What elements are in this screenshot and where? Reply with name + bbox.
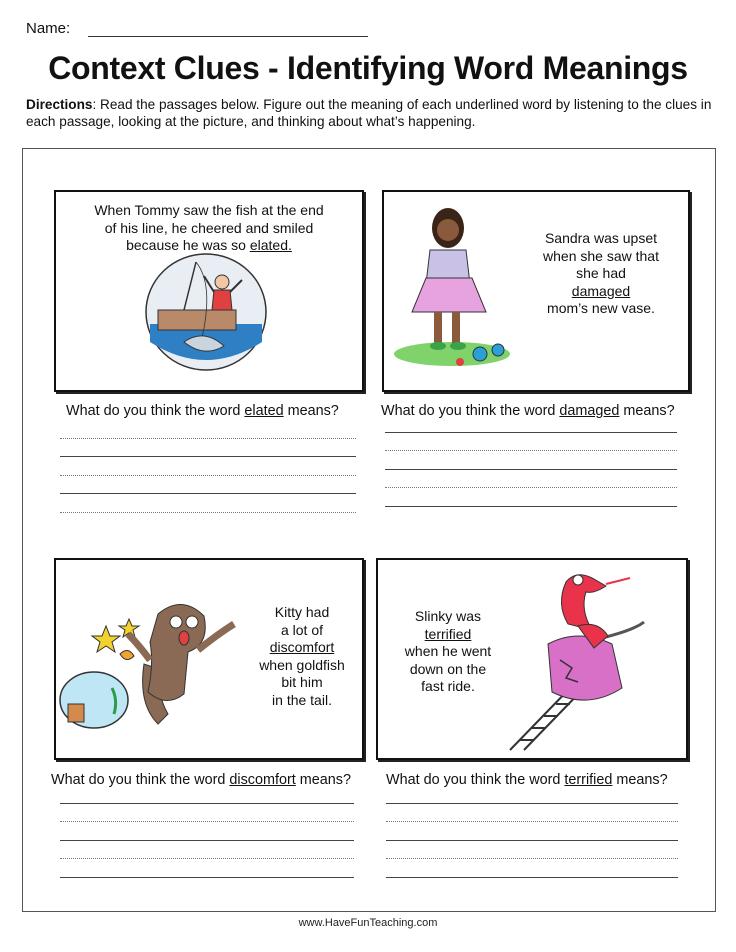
- directions-text: : Read the passages below. Figure out the meaning of each underlined word by listening to the clues in each passage, looking at the picture, and thinking about what’s happening.: [26, 97, 712, 129]
- passage-panel-damaged: [382, 190, 690, 392]
- sandra-illustration: [390, 198, 520, 378]
- answer-lines-elated[interactable]: [60, 420, 356, 513]
- underlined-word: damaged: [571, 282, 631, 299]
- name-field[interactable]: [88, 36, 368, 37]
- answer-lines-discomfort[interactable]: [60, 785, 354, 878]
- passage-line: she had: [576, 265, 626, 281]
- passage-line: in the tail.: [272, 691, 332, 708]
- passage-line: mom’s new vase.: [547, 300, 655, 316]
- question-damaged: What do you think the word damaged means?: [381, 403, 675, 419]
- underlined-word: discomfort: [269, 639, 335, 655]
- passage-text-terrified: [388, 608, 508, 696]
- question-elated: What do you think the word elated means?: [66, 403, 339, 419]
- passage-line: because he was so: [126, 237, 250, 253]
- passage-line: fast ride.: [421, 678, 475, 694]
- fishing-boy-illustration: [144, 254, 274, 374]
- passage-line: a lot of: [280, 621, 324, 638]
- dragon-ride-illustration: [508, 564, 668, 754]
- passage-line: when he went: [404, 643, 492, 659]
- passage-text-discomfort: [242, 604, 362, 709]
- passage-line: when she saw that: [543, 247, 659, 264]
- passage-text-damaged: [516, 230, 686, 318]
- page-title: Context Clues - Identifying Word Meanings: [48, 50, 688, 86]
- question-terrified: What do you think the word terrified means?: [386, 772, 668, 788]
- passage-panel-discomfort: [54, 558, 364, 760]
- footer-website: www.HaveFunTeaching.com: [298, 917, 438, 929]
- directions: [26, 96, 716, 130]
- passage-line: Slinky was: [414, 608, 482, 624]
- passage-panel-terrified: [376, 558, 688, 760]
- passage-line: of his line, he cheered and smiled: [104, 219, 314, 236]
- answer-lines-damaged[interactable]: [385, 414, 677, 507]
- passage-line: Kitty had: [274, 604, 330, 620]
- passage-line: bit him: [281, 674, 323, 690]
- underlined-word: elated.: [249, 237, 292, 253]
- underlined-word: terrified: [424, 625, 472, 642]
- question-discomfort: What do you think the word discomfort means?: [51, 772, 351, 788]
- answer-lines-terrified[interactable]: [386, 785, 678, 878]
- passage-panel-elated: [54, 190, 364, 392]
- passage-line: When Tommy saw the fish at the end: [94, 202, 324, 218]
- passage-line: when goldfish: [259, 656, 345, 673]
- passage-line: down on the: [409, 660, 487, 677]
- passage-text-elated: [56, 202, 362, 255]
- directions-label: Directions: [26, 97, 93, 112]
- name-label: Name:: [26, 20, 71, 37]
- passage-line: Sandra was upset: [544, 230, 658, 246]
- cat-goldfish-illustration: [58, 574, 248, 754]
